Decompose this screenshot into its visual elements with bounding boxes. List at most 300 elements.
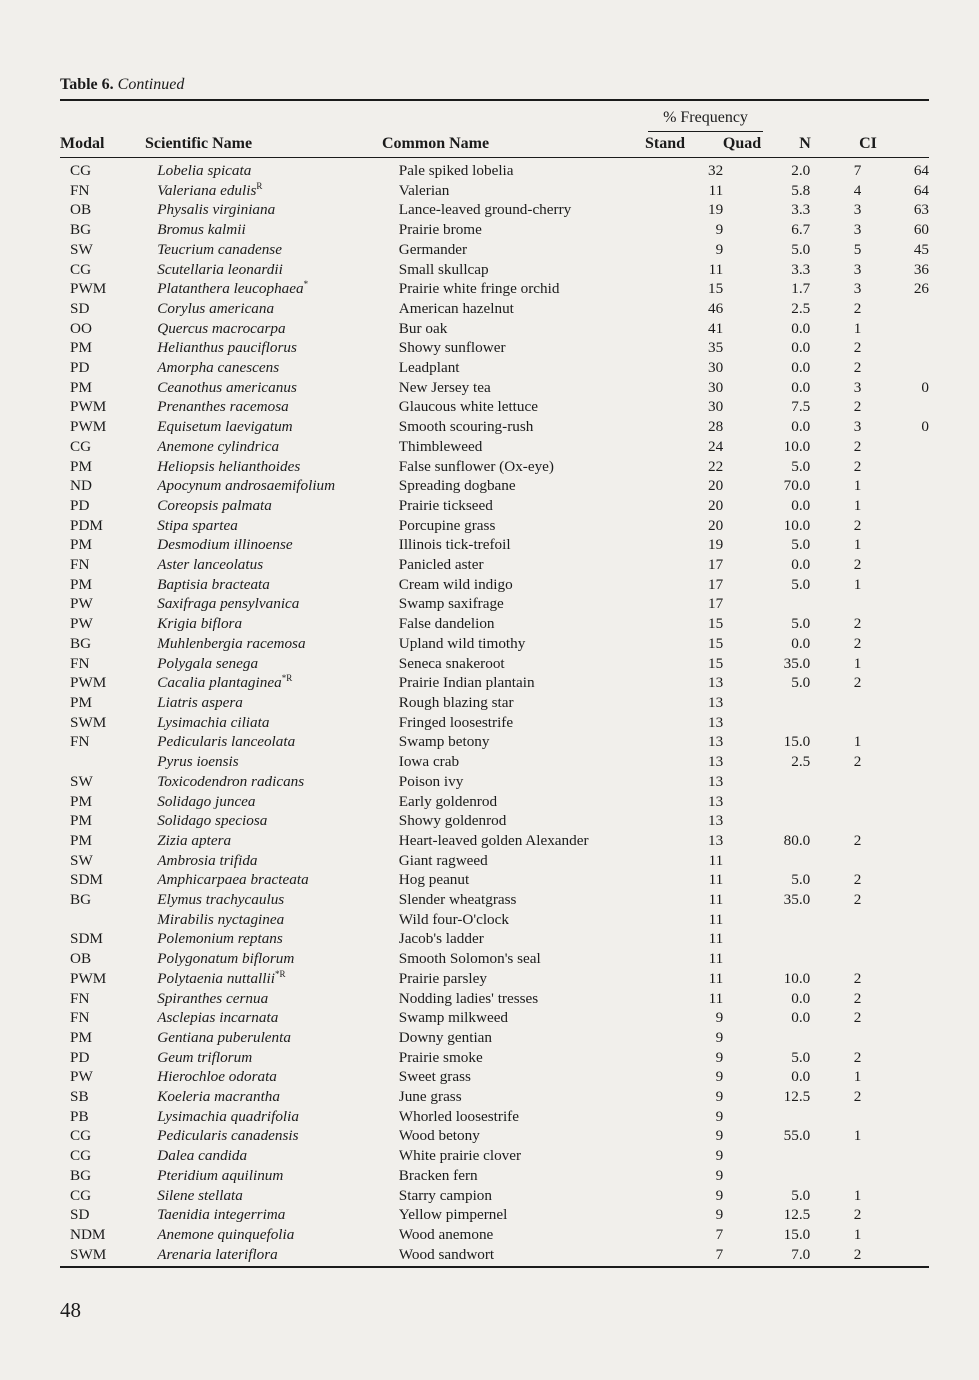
modal-cell: SDM: [70, 871, 103, 889]
common-name-cell: Small skullcap: [398, 260, 489, 278]
n-cell: 3: [853, 418, 862, 436]
table-row: [60, 1126, 929, 1146]
quad-frequency-cell: [723, 929, 810, 949]
scientific-name-superscript: R: [256, 180, 263, 191]
common-name-cell: Seneca snakeroot: [398, 654, 505, 672]
stand-frequency-cell: 9: [715, 1166, 724, 1184]
quad-frequency-cell: [723, 792, 810, 812]
stand-frequency-cell: 13: [708, 792, 724, 810]
scientific-name-cell: [157, 516, 399, 536]
ci-cell: [861, 594, 929, 614]
ci-cell: 0: [921, 378, 929, 396]
modal-cell: FN: [70, 1009, 90, 1027]
quad-frequency-cell: 5.8: [791, 181, 811, 199]
modal-cell: PD: [70, 496, 90, 514]
quad-frequency-cell: 10.0: [783, 516, 811, 534]
modal-cell: PWM: [70, 418, 107, 436]
ci-cell: [861, 575, 929, 595]
common-name-cell: Swamp betony: [398, 733, 490, 751]
ci-cell: [861, 910, 929, 930]
scientific-name-text: Pyrus ioensis: [157, 753, 239, 771]
n-cell: 2: [853, 753, 862, 771]
table-row: [60, 732, 929, 752]
scientific-name-cell: [157, 870, 399, 890]
ci-cell: 64: [913, 162, 929, 179]
common-name-cell: Upland wild timothy: [398, 634, 526, 652]
common-name-cell: White prairie clover: [398, 1147, 522, 1165]
modal-cell: PW: [70, 615, 93, 633]
ci-cell: [861, 713, 929, 733]
scientific-name-text: Liatris aspera: [157, 693, 243, 711]
common-name-cell: Prairie brome: [398, 221, 482, 239]
quad-frequency-cell: 5.0: [791, 536, 811, 554]
scientific-name-cell: [157, 437, 399, 457]
n-cell: [810, 851, 861, 871]
frequency-group-header: % Frequency: [663, 109, 748, 126]
table-row: [60, 1048, 929, 1068]
n-cell: 1: [853, 654, 862, 672]
ci-cell: [861, 851, 929, 871]
scientific-name-cell: [157, 260, 399, 280]
scientific-name-cell: [157, 792, 399, 812]
stand-frequency-cell: 41: [708, 319, 724, 337]
quad-frequency-cell: [723, 1146, 810, 1166]
modal-cell: CG: [70, 1127, 92, 1145]
stand-frequency-cell: 17: [708, 575, 724, 593]
modal-cell: PWM: [70, 969, 107, 987]
common-name-cell: Smooth Solomon's seal: [398, 950, 541, 968]
species-table: [60, 161, 929, 1264]
table-row: [60, 161, 929, 181]
scientific-name-text: Silene stellata: [157, 1186, 243, 1204]
modal-cell: PM: [70, 1028, 92, 1046]
ci-cell: 64: [913, 181, 929, 199]
scientific-name-text: Hierochloe odorata: [157, 1068, 277, 1086]
stand-frequency-cell: 9: [715, 1028, 724, 1046]
scientific-name-cell: [157, 1087, 399, 1107]
table-row: [60, 851, 929, 871]
scientific-name-cell: [157, 476, 399, 496]
table-row: [60, 319, 929, 339]
quad-frequency-cell: 0.0: [791, 359, 811, 377]
stand-frequency-cell: 35: [708, 339, 724, 357]
quad-frequency-cell: 7.0: [791, 1245, 811, 1263]
scientific-name-text: Polemonium reptans: [157, 930, 283, 948]
scientific-name-cell: [157, 161, 399, 181]
common-name-cell: Valerian: [398, 181, 450, 199]
common-name-cell: Spreading dogbane: [398, 477, 516, 495]
common-name-cell: Nodding ladies' tresses: [398, 989, 539, 1007]
scientific-name-text: Asclepias incarnata: [157, 1009, 279, 1027]
common-name-cell: Hog peanut: [398, 871, 470, 889]
modal-cell: SWM: [70, 713, 107, 731]
stand-frequency-cell: 11: [708, 891, 724, 909]
stand-frequency-cell: 11: [708, 260, 724, 278]
n-cell: 7: [853, 162, 862, 179]
n-cell: 1: [853, 496, 862, 514]
scientific-name-text: Pedicularis canadensis: [157, 1127, 299, 1145]
modal-cell: PW: [70, 595, 93, 613]
quad-frequency-cell: [723, 693, 810, 713]
common-name-cell: Wild four-O'clock: [398, 910, 509, 928]
common-name-cell: Early goldenrod: [398, 792, 498, 810]
n-cell: [810, 594, 861, 614]
scientific-name-text: Toxicodendron radicans: [157, 772, 305, 790]
quad-frequency-cell: [723, 772, 810, 792]
stand-frequency-cell: 11: [708, 181, 724, 199]
modal-cell: BG: [70, 221, 92, 239]
ci-cell: [861, 870, 929, 890]
scientific-name-text: Desmodium illinoense: [157, 536, 293, 554]
common-name-cell: Panicled aster: [398, 556, 484, 574]
scientific-name-text: Quercus macrocarpa: [157, 319, 286, 337]
modal-cell: SW: [70, 240, 93, 258]
common-name-cell: Giant ragweed: [398, 851, 488, 869]
stand-frequency-cell: 15: [708, 634, 724, 652]
scientific-name-cell: [157, 1126, 399, 1146]
stand-frequency-cell: 22: [708, 457, 724, 475]
common-name-cell: Glaucous white lettuce: [398, 398, 538, 416]
scientific-name-cell: [157, 693, 399, 713]
table-row: [60, 693, 929, 713]
scientific-name-text: Elymus trachycaulus: [157, 891, 285, 909]
n-cell: 2: [853, 1088, 862, 1106]
stand-frequency-cell: 11: [708, 950, 724, 968]
scientific-name-text: Aster lanceolatus: [157, 556, 264, 574]
quad-frequency-cell: 7.5: [791, 398, 811, 416]
common-name-cell: Bracken fern: [398, 1166, 478, 1184]
stand-frequency-cell: 11: [708, 871, 724, 889]
quad-frequency-cell: 10.0: [783, 437, 811, 455]
scientific-name-text: Equisetum laevigatum: [157, 418, 293, 436]
scientific-name-text: Geum triflorum: [157, 1048, 253, 1066]
common-name-cell: Wood anemone: [398, 1225, 494, 1243]
scientific-name-cell: [157, 496, 399, 516]
quad-frequency-cell: [723, 1028, 810, 1048]
table-row: [60, 634, 929, 654]
n-cell: 3: [853, 260, 862, 278]
ci-cell: [861, 1028, 929, 1048]
stand-frequency-cell: 9: [715, 1147, 724, 1165]
modal-cell: SW: [70, 851, 93, 869]
n-cell: [810, 792, 861, 812]
modal-cell: FN: [70, 181, 90, 199]
scientific-name-text: Taenidia integerrima: [157, 1206, 286, 1224]
stand-frequency-cell: 9: [715, 240, 724, 258]
quad-frequency-cell: 0.0: [791, 556, 811, 574]
n-cell: 1: [853, 536, 862, 554]
ci-cell: [861, 496, 929, 516]
ci-cell: [861, 516, 929, 536]
table-continued: Continued: [117, 76, 185, 93]
quad-frequency-cell: 2.5: [791, 299, 811, 317]
stand-frequency-cell: 13: [708, 812, 724, 830]
scientific-name-text: Cacalia plantaginea: [157, 674, 282, 692]
scientific-name-text: Polygonatum biflorum: [157, 950, 295, 968]
quad-frequency-cell: 5.0: [791, 1186, 811, 1204]
modal-cell: PM: [70, 831, 92, 849]
stand-frequency-cell: 19: [708, 536, 724, 554]
stand-frequency-cell: 24: [708, 437, 724, 455]
quad-frequency-cell: [723, 851, 810, 871]
scientific-name-text: Valeriana edulis: [157, 181, 257, 199]
stand-frequency-cell: 9: [715, 1009, 724, 1027]
scientific-name-text: Helianthus pauciflorus: [157, 339, 297, 357]
n-cell: [810, 949, 861, 969]
scientific-name-cell: [157, 614, 399, 634]
stand-frequency-cell: 13: [708, 772, 724, 790]
scientific-name-text: Anemone cylindrica: [157, 437, 280, 455]
modal-cell: SD: [70, 299, 90, 317]
ci-cell: [861, 673, 929, 693]
modal-cell: CG: [70, 1147, 92, 1165]
table-row: [60, 614, 929, 634]
table-row: [60, 1107, 929, 1127]
ci-cell: 63: [913, 201, 929, 219]
table-row: [60, 358, 929, 378]
quad-frequency-cell: 2.5: [791, 753, 811, 771]
modal-cell: PB: [70, 1107, 89, 1125]
scientific-name-cell: [157, 1008, 399, 1028]
quad-frequency-cell: 5.0: [791, 674, 811, 692]
scientific-name-text: Lobelia spicata: [157, 162, 252, 179]
modal-cell: SDM: [70, 930, 103, 948]
modal-cell: SD: [70, 1206, 90, 1224]
scientific-name-text: Bromus kalmii: [157, 221, 246, 239]
common-name-cell: Showy goldenrod: [398, 812, 507, 830]
n-cell: [810, 693, 861, 713]
scientific-name-text: Ceanothus americanus: [157, 378, 297, 396]
scientific-name-cell: [157, 1028, 399, 1048]
scientific-name-text: Apocynum androsaemifolium: [157, 477, 336, 495]
scientific-name-superscript: *R: [274, 968, 286, 979]
scientific-name-text: Mirabilis nyctaginea: [157, 910, 285, 928]
table-row: [60, 1028, 929, 1048]
n-cell: [810, 713, 861, 733]
table-row: [60, 338, 929, 358]
table-row: [60, 1245, 929, 1265]
quad-frequency-cell: 0.0: [791, 378, 811, 396]
stand-frequency-cell: 17: [708, 595, 724, 613]
modal-cell: PW: [70, 1068, 93, 1086]
common-name-cell: Illinois tick-trefoil: [398, 536, 511, 554]
scientific-name-text: Lysimachia quadrifolia: [157, 1107, 299, 1125]
common-name-cell: Swamp milkweed: [398, 1009, 509, 1027]
n-cell: 2: [853, 437, 862, 455]
modal-cell: PWM: [70, 398, 107, 416]
ci-cell: [861, 555, 929, 575]
quad-frequency-cell: 0.0: [791, 496, 811, 514]
quad-frequency-cell: 5.0: [791, 457, 811, 475]
ci-cell: 36: [913, 260, 929, 278]
modal-cell: CG: [70, 260, 92, 278]
scientific-name-cell: [157, 535, 399, 555]
modal-cell: OO: [70, 319, 92, 337]
common-name-cell: Thimbleweed: [398, 437, 483, 455]
table-row: [60, 1008, 929, 1028]
scientific-name-cell: [157, 594, 399, 614]
scientific-name-cell: [157, 575, 399, 595]
quad-frequency-cell: [723, 1166, 810, 1186]
quad-frequency-cell: 3.3: [791, 260, 811, 278]
scientific-name-text: Spiranthes cernua: [157, 989, 269, 1007]
scientific-name-text: Pteridium aquilinum: [157, 1166, 284, 1184]
common-name-cell: Rough blazing star: [398, 693, 514, 711]
common-name-cell: New Jersey tea: [398, 378, 491, 396]
common-name-cell: False dandelion: [398, 615, 495, 633]
header-n: N: [799, 135, 811, 152]
n-cell: 2: [853, 457, 862, 475]
stand-frequency-cell: 13: [708, 733, 724, 751]
stand-frequency-cell: 7: [715, 1225, 724, 1243]
ci-cell: [861, 890, 929, 910]
ci-cell: 45: [913, 240, 929, 258]
modal-cell: OB: [70, 950, 92, 968]
n-cell: 2: [853, 398, 862, 416]
common-name-cell: Pale spiked lobelia: [398, 162, 514, 179]
common-name-cell: Cream wild indigo: [398, 575, 513, 593]
table-row: [60, 260, 929, 280]
scientific-name-cell: [157, 397, 399, 417]
table-row: [60, 200, 929, 220]
n-cell: 1: [853, 477, 862, 495]
scientific-name-text: Arenaria lateriflora: [157, 1245, 278, 1263]
n-cell: [810, 1107, 861, 1127]
scientific-name-text: Solidago juncea: [157, 792, 256, 810]
table-row: [60, 673, 929, 693]
ci-cell: [861, 772, 929, 792]
scientific-name-cell: [157, 200, 399, 220]
stand-frequency-cell: 28: [708, 418, 724, 436]
quad-frequency-cell: 12.5: [783, 1206, 811, 1224]
common-name-cell: Poison ivy: [398, 772, 464, 790]
ci-cell: [861, 319, 929, 339]
n-cell: 2: [853, 831, 862, 849]
modal-cell: [60, 752, 157, 772]
ci-cell: [861, 476, 929, 496]
table-row: [60, 397, 929, 417]
common-name-cell: Showy sunflower: [398, 339, 506, 357]
common-name-cell: Smooth scouring-rush: [398, 418, 534, 436]
scientific-name-text: Zizia aptera: [157, 831, 232, 849]
ci-cell: [861, 358, 929, 378]
modal-cell: CG: [70, 1186, 92, 1204]
common-name-cell: Porcupine grass: [398, 516, 496, 534]
quad-frequency-cell: 15.0: [783, 733, 811, 751]
common-name-cell: Sweet grass: [398, 1068, 471, 1086]
stand-frequency-cell: 13: [708, 693, 724, 711]
scientific-name-text: Pedicularis lanceolata: [157, 733, 296, 751]
header-stand: Stand: [644, 135, 686, 152]
n-cell: 1: [853, 1225, 862, 1243]
stand-frequency-cell: 9: [715, 1088, 724, 1106]
modal-cell: CG: [70, 162, 92, 179]
n-cell: 3: [853, 201, 862, 219]
table-row: [60, 654, 929, 674]
ci-cell: [861, 614, 929, 634]
stand-frequency-cell: 20: [708, 477, 724, 495]
scientific-name-cell: [157, 989, 399, 1009]
scientific-name-text: Amorpha canescens: [157, 359, 280, 377]
table-row: [60, 240, 929, 260]
table-header-rule: [60, 157, 929, 158]
n-cell: 2: [853, 969, 862, 987]
quad-frequency-cell: 0.0: [791, 1009, 811, 1027]
ci-cell: [861, 1186, 929, 1206]
scientific-name-cell: [157, 910, 399, 930]
table-row: [60, 929, 929, 949]
quad-frequency-cell: 15.0: [783, 1225, 811, 1243]
n-cell: 3: [853, 378, 862, 396]
stand-frequency-cell: 11: [708, 851, 724, 869]
stand-frequency-cell: 11: [708, 930, 724, 948]
common-name-cell: Slender wheatgrass: [398, 891, 517, 909]
common-name-cell: Starry campion: [398, 1186, 492, 1204]
modal-cell: PM: [70, 536, 92, 554]
n-cell: 2: [853, 556, 862, 574]
modal-cell: PM: [70, 575, 92, 593]
scientific-name-text: Scutellaria leonardii: [157, 260, 283, 278]
stand-frequency-cell: 9: [715, 1048, 724, 1066]
quad-frequency-cell: 12.5: [783, 1088, 811, 1106]
scientific-name-cell: [157, 1067, 399, 1087]
scientific-name-cell: [157, 713, 399, 733]
common-name-cell: Downy gentian: [398, 1028, 492, 1046]
scientific-name-cell: [157, 240, 399, 260]
scientific-name-text: Baptisia bracteata: [157, 575, 270, 593]
quad-frequency-cell: 5.0: [791, 615, 811, 633]
ci-cell: [861, 1146, 929, 1166]
header-quad: Quad: [722, 135, 762, 152]
ci-cell: [861, 457, 929, 477]
header-common-name: Common Name: [382, 135, 490, 152]
modal-cell: NDM: [70, 1225, 106, 1243]
stand-frequency-cell: 13: [708, 753, 724, 771]
stand-frequency-cell: 13: [708, 674, 724, 692]
stand-frequency-cell: 30: [708, 359, 724, 377]
modal-cell: PD: [70, 1048, 90, 1066]
ci-cell: [861, 437, 929, 457]
quad-frequency-cell: 0.0: [791, 319, 811, 337]
stand-frequency-cell: 15: [708, 615, 724, 633]
table-row: [60, 555, 929, 575]
species-table-body: [60, 161, 929, 1264]
common-name-cell: Prairie tickseed: [398, 496, 493, 514]
scientific-name-text: Stipa spartea: [157, 516, 238, 534]
quad-frequency-cell: [723, 949, 810, 969]
table-row: [60, 811, 929, 831]
common-name-cell: Iowa crab: [398, 753, 460, 771]
modal-cell: BG: [70, 1166, 92, 1184]
header-scientific-name: Scientific Name: [145, 135, 253, 152]
modal-cell: OB: [70, 201, 92, 219]
scientific-name-cell: [157, 1166, 399, 1186]
scientific-name-cell: [157, 772, 399, 792]
common-name-cell: Yellow pimpernel: [398, 1206, 508, 1224]
scientific-name-text: Lysimachia ciliata: [157, 713, 270, 731]
scientific-name-cell: [157, 929, 399, 949]
modal-cell: PD: [70, 359, 90, 377]
n-cell: [810, 1166, 861, 1186]
scientific-name-text: Teucrium canadense: [157, 240, 282, 258]
table-row: [60, 516, 929, 536]
common-name-cell: Leadplant: [398, 359, 460, 377]
n-cell: [810, 1028, 861, 1048]
common-name-cell: Bur oak: [398, 319, 448, 337]
page-number: 48: [60, 1298, 81, 1322]
stand-frequency-cell: 9: [715, 1206, 724, 1224]
n-cell: 1: [853, 319, 862, 337]
